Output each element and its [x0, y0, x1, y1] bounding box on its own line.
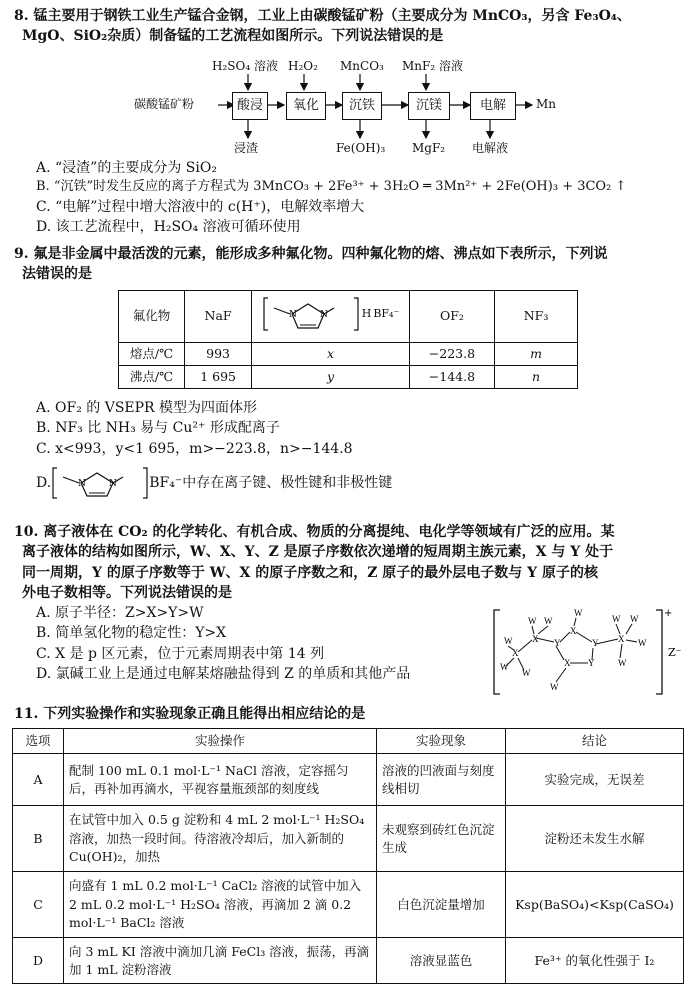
- atom-w: W: [522, 668, 531, 678]
- atom-y: Y: [554, 638, 561, 648]
- q11-cell: 实验完成，无误差: [506, 754, 684, 806]
- atom-w: W: [528, 616, 537, 626]
- q9-option-d-text: BF₄⁻中存在离子键、极性键和非极性键: [149, 474, 393, 491]
- q11-th-conclusion: 结论: [506, 729, 684, 754]
- q10-struct-anion: Z⁻: [668, 646, 682, 659]
- q9-cell: x: [252, 343, 410, 366]
- q10-option-d: D. 氯碱工业上是通过电解某熔融盐得到 Z 的单质和其他产品: [36, 666, 411, 683]
- question-8: [14, 6, 682, 47]
- flow-output-residue: 浸渣: [234, 141, 259, 155]
- flow-step-acid-leach: 酸浸: [232, 92, 268, 120]
- q11-cell: Fe³⁺ 的氧化性强于 I₂: [506, 938, 684, 984]
- flow-output-feoh3: Fe(OH)₃: [336, 141, 386, 155]
- q9-row-melting: [119, 343, 578, 366]
- flow-step-iron-precip: 沉铁: [342, 92, 382, 120]
- atom-w: W: [630, 614, 639, 624]
- q9-option-b: B. NF₃ 比 NH₃ 易与 Cu²⁺ 形成配离子: [36, 420, 280, 437]
- q10-stem-line2: 离子液体的结构如图所示，W、X、Y、Z 是原子序数依次递增的短周期主族元素，X 与 Y 处于: [22, 544, 614, 561]
- q9-row-boiling: [119, 366, 578, 389]
- atom-w: W: [544, 616, 553, 626]
- q11-table: [12, 728, 684, 984]
- q11-cell: 溶液的凹液面与刻度线相切: [377, 754, 506, 806]
- atom-x: X: [564, 658, 571, 668]
- q11-cell: A: [13, 754, 64, 806]
- flow-raw-material: 碳酸锰矿粉: [134, 97, 195, 111]
- q9-options: [14, 398, 682, 501]
- table-row: [13, 938, 684, 984]
- q8-option-d: D. 该工艺流程中，H₂SO₄ 溶液可循环使用: [36, 219, 301, 236]
- flow-output-electrolyte: 电解液: [472, 141, 509, 155]
- q9-cell: 熔点/℃: [119, 343, 185, 366]
- atom-y: Y: [588, 658, 595, 668]
- q9-cell: 沸点/℃: [119, 366, 185, 389]
- q9-stem-line2: 法错误的是: [22, 266, 92, 283]
- q9-th-ionic-liquid: [252, 291, 410, 343]
- q11-cell: 向 3 mL KI 溶液中滴加几滴 FeCl₃ 溶液，振荡，再滴加 1 mL 淀粉溶液: [64, 938, 377, 984]
- atom-x: X: [532, 634, 539, 644]
- q10-option-c: C. X 是 p 区元素，位于元素周期表中第 14 列: [36, 645, 325, 662]
- flow-input-h2so4: H₂SO₄ 溶液: [212, 59, 278, 73]
- q9-option-d: [36, 465, 682, 501]
- q8-option-a: A. “浸渣”的主要成分为 SiO₂: [36, 160, 217, 176]
- q11-th-operation: 实验操作: [64, 729, 377, 754]
- q11-cell: 配制 100 mL 0.1 mol·L⁻¹ NaCl 溶液，定容摇匀后，再补加再滴水，平视容量瓶颈部的刻度线: [64, 754, 377, 806]
- q11-cell: 白色沉淀量增加: [377, 872, 506, 938]
- atom-x: X: [618, 634, 625, 644]
- q8-option-b: B. “沉铁”时发生反应的离子方程式为 3MnCO₃ + 2Fe³⁺ + 3H₂O ═ 3Mn²⁺ + 2Fe(OH)₃ + 3CO₂ ↑: [36, 179, 627, 195]
- atom-w: W: [500, 662, 509, 672]
- flow-product: Mn: [536, 97, 557, 111]
- q9-cell: m: [495, 343, 578, 366]
- flow-input-mnco3: MnCO₃: [340, 59, 384, 73]
- q9-cell: y: [252, 366, 410, 389]
- q11-th-phenomenon: 实验现象: [377, 729, 506, 754]
- svg-text:N: N: [109, 478, 118, 489]
- q9-th-naf: NaF: [185, 291, 252, 343]
- q8-stem-line1: 8. 锰主要用于钢铁工业生产锰合金钢，工业上由碳酸锰矿粉（主要成分为 MnCO₃，另含 Fe₃O₄、: [14, 8, 631, 24]
- q11-cell: 淀粉还未发生水解: [506, 806, 684, 872]
- imidazolium-structure-icon: [262, 294, 360, 334]
- question-9: [14, 244, 682, 285]
- svg-text:N: N: [319, 309, 328, 320]
- q9-cation-h: H: [361, 306, 372, 320]
- atom-w: W: [550, 682, 559, 692]
- q11-th-option: 选项: [13, 729, 64, 754]
- q8-options: [14, 158, 682, 238]
- flow-input-h2o2: H₂O₂: [288, 59, 318, 73]
- atom-x: X: [570, 626, 577, 636]
- q10-ionic-liquid-structure: [492, 604, 682, 700]
- q11-cell: 在试管中加入 0.5 g 淀粉和 4 mL 2 mol·L⁻¹ H₂SO₄ 溶液，加热一段时间。待溶液冷却后，加入新制的 Cu(OH)₂，加热: [64, 806, 377, 872]
- q10-stem-line1: 10. 离子液体在 CO₂ 的化学转化、有机合成、物质的分离提纯、电化学等领域有广泛的应用。某: [14, 524, 615, 540]
- atom-w: W: [574, 608, 583, 618]
- q10-stem-line4: 外电子数相等。下列说法错误的是: [22, 584, 232, 601]
- q9-bf4-label: BF₄⁻: [373, 306, 400, 320]
- flow-step-electrolysis: 电解: [470, 92, 516, 120]
- q9-cell: −223.8: [409, 343, 494, 366]
- q11-cell: Ksp(BaSO₄)<Ksp(CaSO₄): [506, 872, 684, 938]
- q8-flow-chart: [120, 58, 680, 158]
- q11-cell: B: [13, 806, 64, 872]
- flow-step-mg-precip: 沉镁: [408, 92, 450, 120]
- q8-option-c: C. “电解”过程中增大溶液中的 c(H⁺)，电解效率增大: [36, 199, 365, 216]
- q9-option-c: C. x<993，y<1 695，m>−223.8，n>−144.8: [36, 440, 353, 457]
- q10-struct-charge: +: [664, 608, 673, 619]
- q9-table: [118, 290, 578, 389]
- flow-output-mgf2: MgF₂: [412, 141, 446, 155]
- q9-th-of2: OF₂: [409, 291, 494, 343]
- q11-cell: 未观察到砖红色沉淀生成: [377, 806, 506, 872]
- svg-text:N: N: [78, 478, 87, 489]
- q11-cell: D: [13, 938, 64, 984]
- atom-w: W: [612, 614, 621, 624]
- imidazolium-structure-icon: [51, 465, 149, 501]
- table-row: [13, 754, 684, 806]
- svg-text:N: N: [288, 309, 297, 320]
- flow-input-mnf2: MnF₂ 溶液: [402, 59, 463, 73]
- table-row: [13, 872, 684, 938]
- q10-option-b: B. 简单氢化物的稳定性：Y>X: [36, 625, 227, 642]
- q9-cell: 993: [185, 343, 252, 366]
- q11-stem: 11. 下列实验操作和实验现象正确且能得出相应结论的是: [14, 706, 366, 722]
- q9-th-nf3: NF₃: [495, 291, 578, 343]
- q11-cell: C: [13, 872, 64, 938]
- flow-arrows: [120, 58, 680, 158]
- q9-cell: −144.8: [409, 366, 494, 389]
- atom-y: Y: [592, 638, 599, 648]
- q9-th-fluoride: 氟化物: [119, 291, 185, 343]
- atom-w: W: [618, 658, 627, 668]
- table-row: [13, 806, 684, 872]
- q9-cell: n: [495, 366, 578, 389]
- atom-x: X: [512, 648, 519, 658]
- q10-stem-line3: 同一周期，Y 的原子序数等于 W、X 的原子序数之和，Z 原子的最外层电子数与 Y 原子的核: [22, 564, 599, 581]
- question-11: [14, 704, 682, 724]
- atom-w: W: [504, 636, 513, 646]
- q9-stem-line1: 9. 氟是非金属中最活泼的元素，能形成多种氟化物。四种氟化物的熔、沸点如下表所示，下列说: [14, 246, 608, 262]
- q11-cell: 向盛有 1 mL 0.2 mol·L⁻¹ CaCl₂ 溶液的试管中加入 2 mL 0.2 mol·L⁻¹ H₂SO₄ 溶液，再滴加 2 滴 0.2 mol·L⁻¹ BaCl₂ 溶液: [64, 872, 377, 938]
- q11-cell: 溶液显蓝色: [377, 938, 506, 984]
- q9-option-a: A. OF₂ 的 VSEPR 模型为四面体形: [36, 400, 258, 416]
- q8-stem-line2: MgO、SiO₂杂质）制备锰的工艺流程如图所示。下列说法错误的是: [22, 28, 444, 45]
- q10-option-a: A. 原子半径：Z>X>Y>W: [36, 605, 204, 622]
- flow-step-oxidize: 氧化: [286, 92, 326, 120]
- q9-option-d-prefix: D.: [36, 474, 52, 491]
- atom-w: W: [638, 638, 647, 648]
- q9-cell: 1 695: [185, 366, 252, 389]
